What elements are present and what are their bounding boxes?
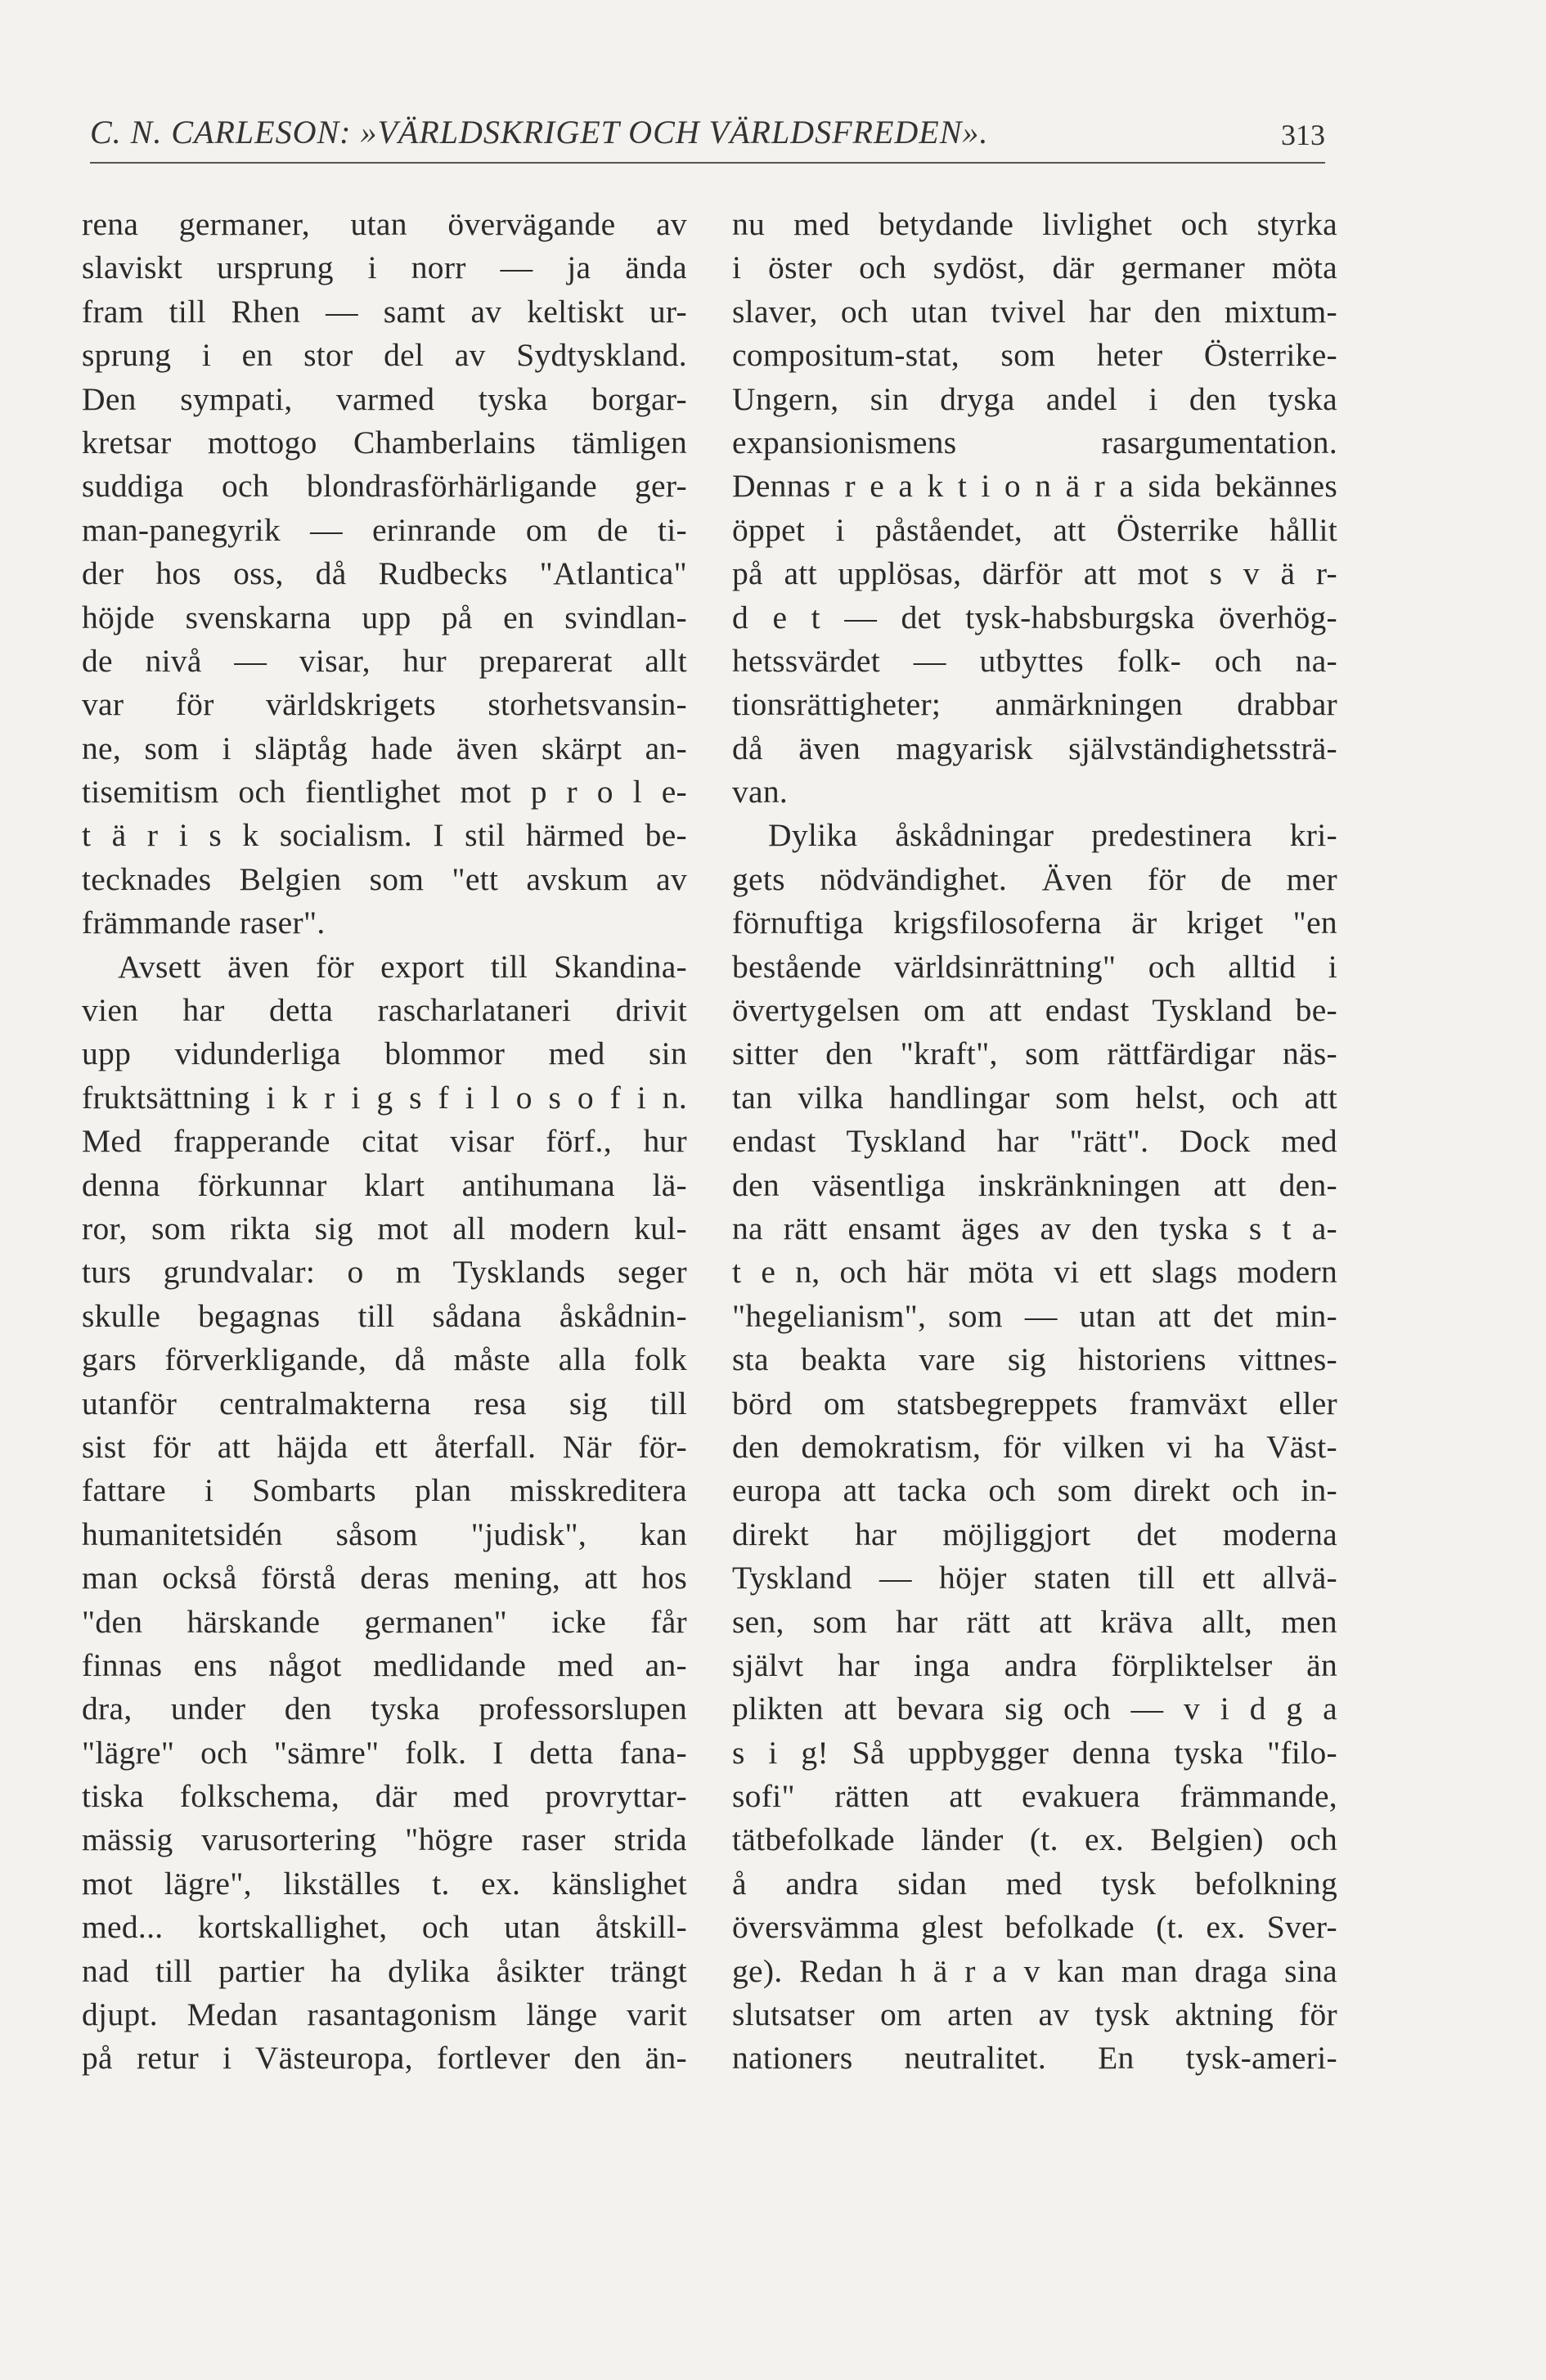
text-line: den demokratism, för vilken vi ha Väst- [732, 1428, 1337, 1465]
text-line: höjde svenskarna upp på en svindlan- [82, 599, 687, 635]
text-line: vien har detta rascharlataneri drivit [82, 992, 687, 1029]
text-line: Tyskland — höjer staten till ett allvä- [732, 1560, 1337, 1596]
text-line: kretsar mottogo Chamberlains tämligen [82, 424, 687, 460]
running-title: C. N. CARLESON: »VÄRLDSKRIGET OCH VÄRLDSFREDEN». [90, 114, 989, 150]
text-line: t ä r i s k socialism. I stil härmed be- [82, 817, 687, 854]
text-line: de nivå — visar, hur preparerat allt [82, 642, 687, 679]
text-line: van. [732, 774, 789, 811]
text-line: nu med betydande livlighet och styrka [732, 206, 1337, 242]
text-line: sitter den "kraft", som rättfärdigar näs- [732, 1035, 1337, 1072]
right-column [732, 203, 1337, 2081]
text-line: europa att tacka och som direkt och in- [732, 1472, 1337, 1509]
text-line: hetssvärdet — utbyttes folk- och na- [732, 642, 1337, 679]
text-line: sen, som har rätt att kräva allt, men [732, 1603, 1337, 1640]
text-line: på att upplösas, därför att mot s v ä r- [732, 555, 1337, 592]
text-line: upp vidunderliga blommor med sin [82, 1035, 687, 1072]
text-line: tan vilka handlingar som helst, och att [732, 1079, 1337, 1116]
text-line: på retur i Västeuropa, fortlever den än- [82, 2040, 687, 2077]
text-line: självt har inga andra förpliktelser än [732, 1646, 1337, 1683]
text-line: "hegelianism", som — utan att det min- [732, 1297, 1337, 1334]
text-line: främmande raser". [82, 905, 326, 941]
text-line: na rätt ensamt äges av den tyska s t a- [732, 1210, 1337, 1246]
text-line: sofi" rätten att evakuera främmande, [732, 1778, 1337, 1815]
text-line: dra, under den tyska professorslupen [82, 1691, 687, 1727]
text-line: suddiga och blondrasförhärligande ger- [82, 468, 687, 505]
text-line: Ungern, sin dryga andel i den tyska [732, 380, 1337, 417]
text-line: "lägre" och "sämre" folk. I detta fana- [82, 1734, 687, 1771]
text-line: gets nödvändighet. Även för de mer [732, 860, 1337, 897]
text-line: expansionismens rasargumentation. [732, 424, 1337, 460]
text-line: bestående världsinrättning" och alltid i [732, 948, 1337, 985]
text-line: mässig varusortering "högre raser strida [82, 1821, 687, 1858]
text-line: tionsrättigheter; anmärkningen drabbar [732, 686, 1337, 723]
text-line: d e t — det tysk-habsburgska överhög- [732, 599, 1337, 635]
text-line: förnuftiga krigsfilosoferna är kriget "en [732, 905, 1337, 941]
text-line: humanitetsidén såsom "judisk", kan [82, 1516, 687, 1552]
text-line: endast Tyskland har "rätt". Dock med [732, 1123, 1337, 1160]
text-line: slutsatser om arten av tysk aktning för [732, 1996, 1337, 2033]
text-line: tiska folkschema, där med provryttar- [82, 1778, 687, 1815]
text-line: nad till partier ha dylika åsikter trängt [82, 1952, 687, 1989]
text-line: tecknades Belgien som "ett avskum av [82, 860, 687, 897]
text-line: "den härskande germanen" icke får [82, 1603, 687, 1640]
text-line: tätbefolkade länder (t. ex. Belgien) och [732, 1821, 1337, 1858]
text-line: Den sympati, varmed tyska borgar- [82, 380, 687, 417]
text-line: mot lägre", likställes t. ex. känslighet [82, 1865, 687, 1902]
text-line: ge). Redan h ä r a v kan man draga sina [732, 1952, 1337, 1989]
text-line: finnas ens något medlidande med an- [82, 1646, 687, 1683]
text-line: den väsentliga inskränkningen att den- [732, 1166, 1337, 1203]
text-line: sprung i en stor del av Sydtyskland. [82, 337, 687, 374]
text-line: s i g! Så uppbygger denna tyska "filo- [732, 1734, 1337, 1771]
text-line: i öster och sydöst, där germaner möta [732, 249, 1337, 286]
text-line: man-panegyrik — erinrande om de ti- [82, 511, 687, 548]
text-line: t e n, och här möta vi ett slags modern [732, 1254, 1337, 1291]
text-line: plikten att bevara sig och — v i d g a [732, 1691, 1337, 1727]
text-line: djupt. Medan rasantagonism länge varit [82, 1996, 687, 2033]
text-line: skulle begagnas till sådana åskådnin- [82, 1297, 687, 1334]
page-number: 313 [1281, 119, 1325, 151]
text-line: övertygelsen om att endast Tyskland be- [732, 992, 1337, 1029]
text-line: gars förverkligande, då måste alla folk [82, 1341, 687, 1378]
text-line: rena germaner, utan övervägande av [82, 206, 687, 242]
text-line: sta beakta vare sig historiens vittnes- [732, 1341, 1337, 1378]
text-line: Med frapperande citat visar förf., hur [82, 1123, 687, 1160]
text-line: börd om statsbegreppets framväxt eller [732, 1385, 1337, 1421]
text-line: öppet i påståendet, att Österrike hållit [732, 511, 1337, 548]
text-line: turs grundvalar: o m Tysklands seger [82, 1254, 687, 1291]
text-line: då även magyarisk självständighetssträ- [732, 730, 1337, 766]
text-line: å andra sidan med tysk befolkning [732, 1865, 1337, 1902]
text-line: översvämma glest befolkade (t. ex. Sver- [732, 1909, 1337, 1946]
left-column [82, 203, 687, 2081]
text-line: man också förstå deras mening, att hos [82, 1560, 687, 1596]
text-line: var för världskrigets storhetsvansin- [82, 686, 687, 723]
text-line: der hos oss, då Rudbecks "Atlantica" [82, 555, 687, 592]
text-line: fruktsättning i k r i g s f i l o s o f i n. [82, 1079, 687, 1116]
text-line: Avsett även för export till Skandina- [118, 948, 687, 985]
running-head [90, 113, 1325, 164]
text-line: slaver, och utan tvivel har den mixtum- [732, 293, 1337, 330]
text-line: direkt har möjliggjort det moderna [732, 1516, 1337, 1552]
text-line: fram till Rhen — samt av keltiskt ur- [82, 293, 687, 330]
text-line: tisemitism och fientlighet mot p r o l e- [82, 774, 687, 811]
text-line: ne, som i släptåg hade även skärpt an- [82, 730, 687, 766]
text-line: med... kortskallighet, och utan åtskill- [82, 1909, 687, 1946]
text-line: compositum-stat, som heter Österrike- [732, 337, 1337, 374]
text-line: denna förkunnar klart antihumana lä- [82, 1166, 687, 1203]
text-line: slaviskt ursprung i norr — ja ända [82, 249, 687, 286]
text-line: sist för att häjda ett återfall. När för- [82, 1428, 687, 1465]
text-line: Dylika åskådningar predestinera kri- [768, 817, 1337, 854]
text-line: fattare i Sombarts plan misskreditera [82, 1472, 687, 1509]
text-line: Dennas r e a k t i o n ä r a sida bekännes [732, 468, 1337, 505]
text-line: utanför centralmakterna resa sig till [82, 1385, 687, 1421]
text-line: ror, som rikta sig mot all modern kul- [82, 1210, 687, 1246]
text-line: nationers neutralitet. En tysk-ameri- [732, 2040, 1337, 2077]
